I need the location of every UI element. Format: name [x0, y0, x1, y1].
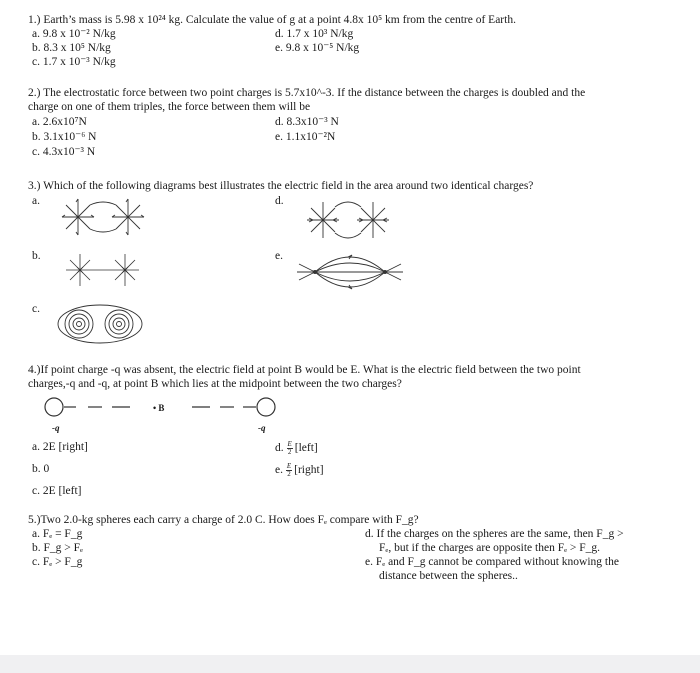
q2-text-line1: 2.) The electrostatic force between two point charges is 5.7x10^-3. If the distance between the charges is doubled and the: [28, 87, 586, 99]
q5-option-e-line1: e. Fₑ and F_g cannot be compared without knowing the: [365, 556, 619, 568]
q1-option-e: e. 9.8 x 10⁻⁵ N/kg: [275, 42, 360, 54]
q1-option-a: a. 9.8 x 10⁻² N/kg: [32, 28, 116, 40]
q3-option-e: e.: [275, 250, 283, 262]
q2-option-e: e. 1.1x10⁻²N: [275, 131, 336, 143]
field-diagram-d: [295, 195, 405, 245]
q2-option-c: c. 4.3x10⁻³ N: [32, 146, 96, 158]
q3-option-c: c.: [32, 303, 40, 315]
charge-left-label: -q: [52, 423, 60, 433]
fraction-numerator: E: [287, 440, 292, 448]
page-bottom-band: [0, 655, 700, 673]
fraction-denominator: 2: [287, 470, 291, 478]
q5-option-b: b. F_g > Fₑ: [32, 542, 83, 554]
point-b-label: • B: [153, 403, 165, 413]
q4-option-d-fraction: [287, 441, 293, 456]
q4-option-e: [275, 463, 324, 478]
q5-option-d-line1: d. If the charges on the spheres are the same, then F_g >: [365, 528, 624, 540]
q1-option-c: c. 1.7 x 10⁻³ N/kg: [32, 56, 116, 68]
q4-option-c: c. 2E [left]: [32, 485, 82, 497]
q4-option-d-label: d.: [275, 442, 284, 455]
q5-option-c: c. Fₑ > F_g: [32, 556, 83, 568]
field-diagram-a: [50, 195, 160, 243]
q5-option-e-line2: distance between the spheres..: [379, 570, 518, 582]
q2-option-d: d. 8.3x10⁻³ N: [275, 116, 339, 128]
q4-text-line2: charges,-q and -q, at point B which lies at the midpoint between the two charges?: [28, 378, 402, 390]
q5-text: 5.)Two 2.0-kg spheres each carry a charge of 2.0 C. How does Fₑ compare with F_g?: [28, 514, 419, 526]
fraction-denominator: 2: [287, 448, 292, 456]
q2-option-b: b. 3.1x10⁻⁶ N: [32, 131, 97, 143]
field-diagram-c: [55, 303, 145, 345]
q4-option-a: a. 2E [right]: [32, 441, 88, 453]
q1-option-d: d. 1.7 x 10³ N/kg: [275, 28, 354, 40]
q5-option-d-line2: Fₑ, but if the charges are opposite then Fₑ > F_g.: [379, 542, 601, 554]
q4-text-line1: 4.)If point charge -q was absent, the electric field at point B would be E. What is the electric field between the two point: [28, 364, 581, 376]
fraction-numerator: E: [286, 462, 292, 470]
field-diagram-e: [295, 248, 405, 296]
q5-option-a: a. Fₑ = F_g: [32, 528, 83, 540]
field-diagram-b: [55, 250, 155, 292]
q2-text-line2: charge on one of them triples, the force between them will be: [28, 101, 311, 113]
q1-option-b: b. 8.3 x 10⁵ N/kg: [32, 42, 111, 54]
q1-text: 1.) Earth’s mass is 5.98 x 10²⁴ kg. Calculate the value of g at a point 4.8x 10⁵ km from the centre of Earth.: [28, 14, 516, 26]
q4-option-e-fraction: [286, 463, 292, 478]
q4-option-e-label: e.: [275, 464, 283, 477]
q4-option-e-direction: [right]: [294, 464, 324, 477]
q3-option-d: d.: [275, 195, 284, 207]
q2-option-a: a. 2.6x10⁷N: [32, 116, 87, 128]
q4-option-b: b. 0: [32, 463, 50, 475]
charge-right-label: -q: [258, 423, 266, 433]
q3-option-a: a.: [32, 195, 40, 207]
q4-option-d-direction: [left]: [294, 442, 318, 455]
q3-text: 3.) Which of the following diagrams best illustrates the electric field in the area around two identical charges?: [28, 180, 534, 192]
q4-option-d: [275, 441, 318, 456]
q3-option-b: b.: [32, 250, 41, 262]
